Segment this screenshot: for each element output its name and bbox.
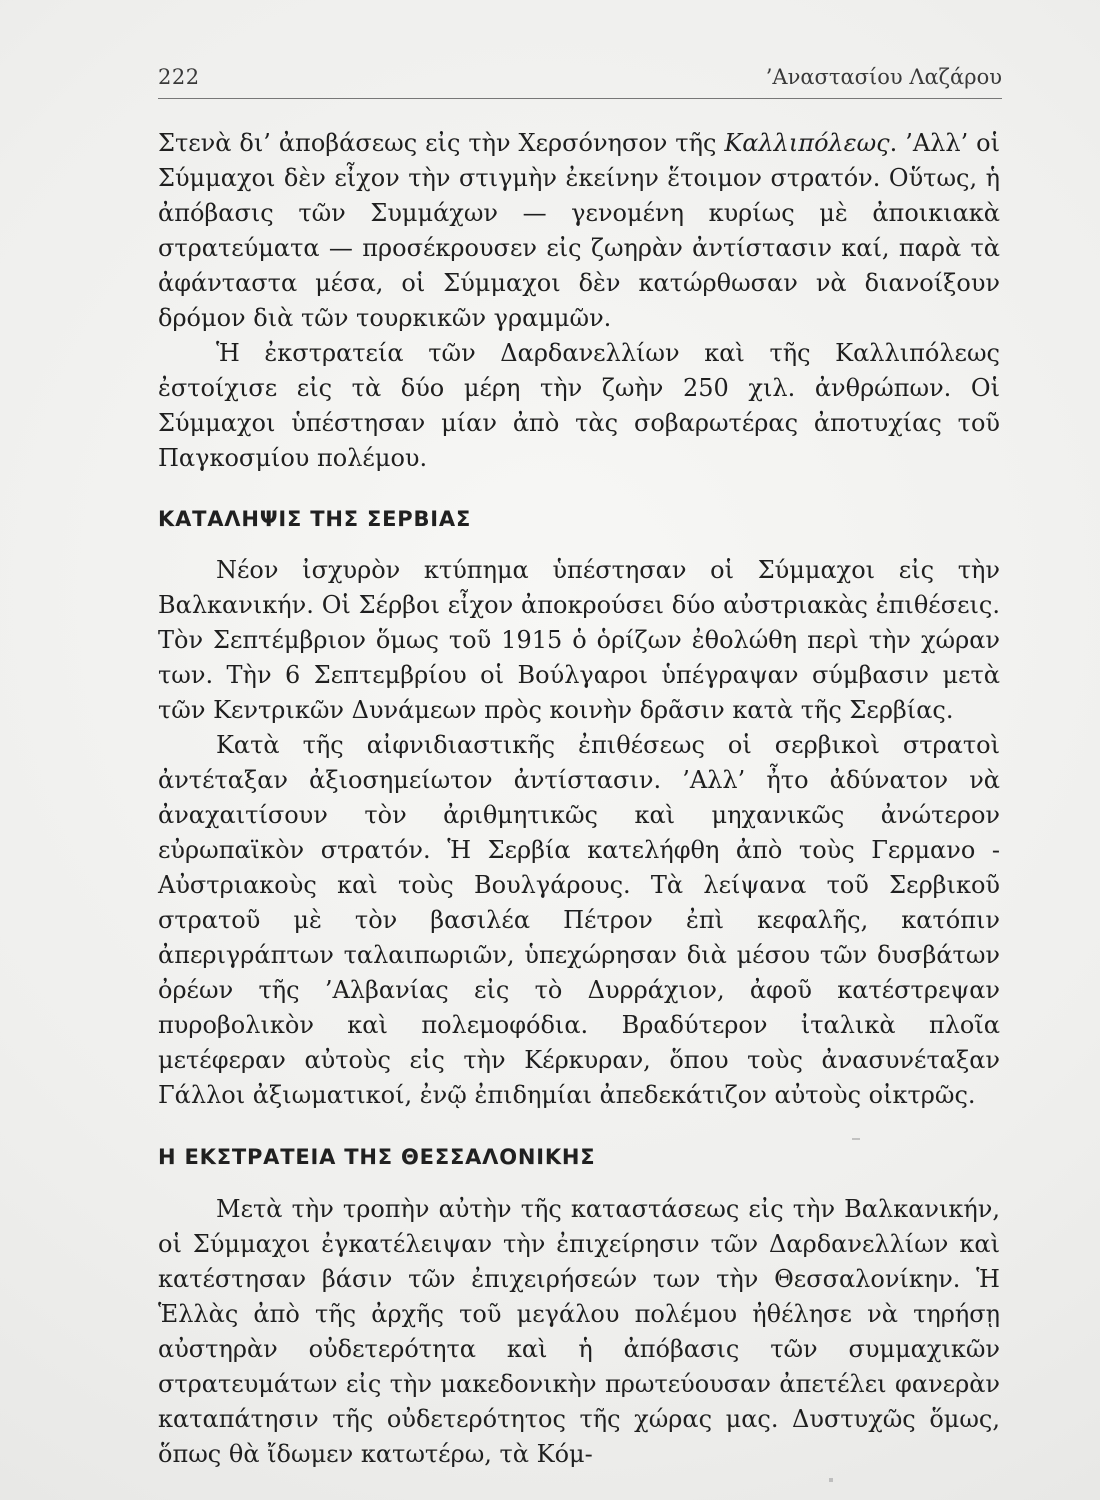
book-text bbox=[158, 126, 1000, 1472]
paragraph-serbia-blow: Νέον ἰσχυρὸν κτύπημα ὑπέστησαν οἱ Σύμμαχοι εἰς τὴν Βαλκανικήν. Οἱ Σέρβοι εἶχον ἀποκρούσει δύο αὐστριακὰς ἐπιθέσεις. Τὸν Σεπτέμβριον ὅμως τοῦ 1915 ὁ ὁρίζων ἐθολώθη περὶ τὴν χώραν των. Τὴν 6 Σεπτεμβρίου οἱ Βούλγαροι ὑπέγραψαν σύμβασιν μετὰ τῶν Κεντρικῶν Δυνάμεων πρὸς κοινὴν δρᾶσιν κατὰ τῆς Σερβίας. bbox=[158, 556, 1000, 724]
paragraph-callipoli-landing bbox=[158, 126, 1000, 336]
paragraph-casualties: Ἡ ἐκστρατεία τῶν Δαρδανελλίων καὶ τῆς Καλλιπόλεως ἐστοίχισε εἰς τὰ δύο μέρη τὴν ζωὴν 250 χιλ. ἀνθρώπων. Οἱ Σύμμαχοι ὑπέστησαν μίαν ἀπὸ τὰς σοβαρωτέρας ἀποτυχίας τοῦ Παγκοσμίου πολέμου. bbox=[158, 339, 1000, 472]
scan-mark bbox=[852, 1138, 860, 1140]
italic-place-name: Καλλιπόλεως bbox=[724, 129, 890, 157]
page-number: 222 bbox=[158, 65, 200, 89]
author-header: ’Αναστασίου Λαζάρου bbox=[765, 65, 1002, 89]
paragraph-serbian-resistance: Κατὰ τῆς αἰφνιδιαστικῆς ἐπιθέσεως οἱ σερβικοὶ στρατοὶ ἀντέταξαν ἀξιοσημείωτον ἀντίστασιν. ’Αλλ’ ἦτο ἀδύνατον νὰ ἀναχαιτίσουν τὸν ἀριθμητικῶς καὶ μηχανικῶς ἀνώτερον εὐρωπαϊκὸν στρατόν. Ἡ Σερβία κατελήφθη ἀπὸ τοὺς Γερμανο - Αὐστριακοὺς καὶ τοὺς Βουλγάρους. Τὰ λείψανα τοῦ Σερβικοῦ στρατοῦ μὲ τὸν βασιλέα Πέτρον ἐπὶ κεφαλῆς, κατόπιν ἀπεριγράπτων ταλαιπωριῶν, ὑπεχώρησαν διὰ μέσου τῶν δυσβάτων ὀρέων τῆς ’Αλβανίας εἰς τὸ Δυρράχιον, ἀφοῦ κατέστρεψαν πυροβολικὸν καὶ πολεμοφόδια. Βραδύτερον ἰταλικὰ πλοῖα μετέφεραν αὐτοὺς εἰς τὴν Κέρκυραν, ὅπου τοὺς ἀνασυνέταξαν Γάλλοι ἀξιωματικοί, ἐνῷ ἐπιδημίαι ἀπεδεκάτιζον αὐτοὺς οἰκτρῶς. bbox=[158, 731, 1000, 1109]
running-header bbox=[158, 62, 1002, 99]
section-heading-thessaloniki: Η ΕΚΣΤΡΑΤΕΙΑ ΤΗΣ ΘΕΣΣΑΛΟΝΙΚΗΣ bbox=[158, 1145, 596, 1169]
paragraph-thessaloniki-campaign: Μετὰ τὴν τροπὴν αὐτὴν τῆς καταστάσεως εἰς τὴν Βαλκανικήν, οἱ Σύμμαχοι ἐγκατέλειψαν τὴν ἐπιχείρησιν τῶν Δαρδανελλίων καὶ κατέστησαν βάσιν τῶν ἐπιχειρήσεών των τὴν Θεσσαλονίκην. Ἡ Ἑλλὰς ἀπὸ τῆς ἀρχῆς τοῦ μεγάλου πολέμου ἠθέλησε νὰ τηρήσῃ αὐστηρὰν οὐδετερότητα καὶ ἡ ἀπόβασις τῶν συμμαχικῶν στρατευμάτων εἰς τὴν μακεδονικὴν πρωτεύουσαν ἀπετέλει φανερὰν καταπάτησιν τῆς οὐδετερότητος τῆς χώρας μας. Δυστυχῶς ὅμως, ὅπως θὰ ἴδωμεν κατωτέρω, τὰ Κόμ- bbox=[158, 1195, 1000, 1468]
section-heading-serbia: ΚΑΤΑΛΗΨΙΣ ΤΗΣ ΣΕΡΒΙΑΣ bbox=[158, 507, 472, 531]
scan-dot bbox=[829, 1478, 833, 1482]
paragraph-text-before-italic: Στενὰ δι’ ἀποβάσεως εἰς τὴν Χερσόνησον τῆς bbox=[158, 129, 725, 157]
paragraph-text-after-italic: . ’Αλλ’ οἱ Σύμμαχοι δὲν εἶχον τὴν στιγμὴν ἐκείνην ἕτοιμον στρατόν. Οὕτως, ἡ ἀπόβασις τῶν Συμμάχων — γενομένη κυρίως μὲ ἀποικιακὰ στρατεύματα — προσέκρουσεν εἰς ζωηρὰν ἀντίστασιν καί, παρὰ τὰ ἀφάνταστα μέσα, οἱ Σύμμαχοι δὲν κατώρθωσαν νὰ διανοίξουν δρόμον διὰ τῶν τουρκικῶν γραμμῶν. bbox=[158, 129, 1000, 332]
